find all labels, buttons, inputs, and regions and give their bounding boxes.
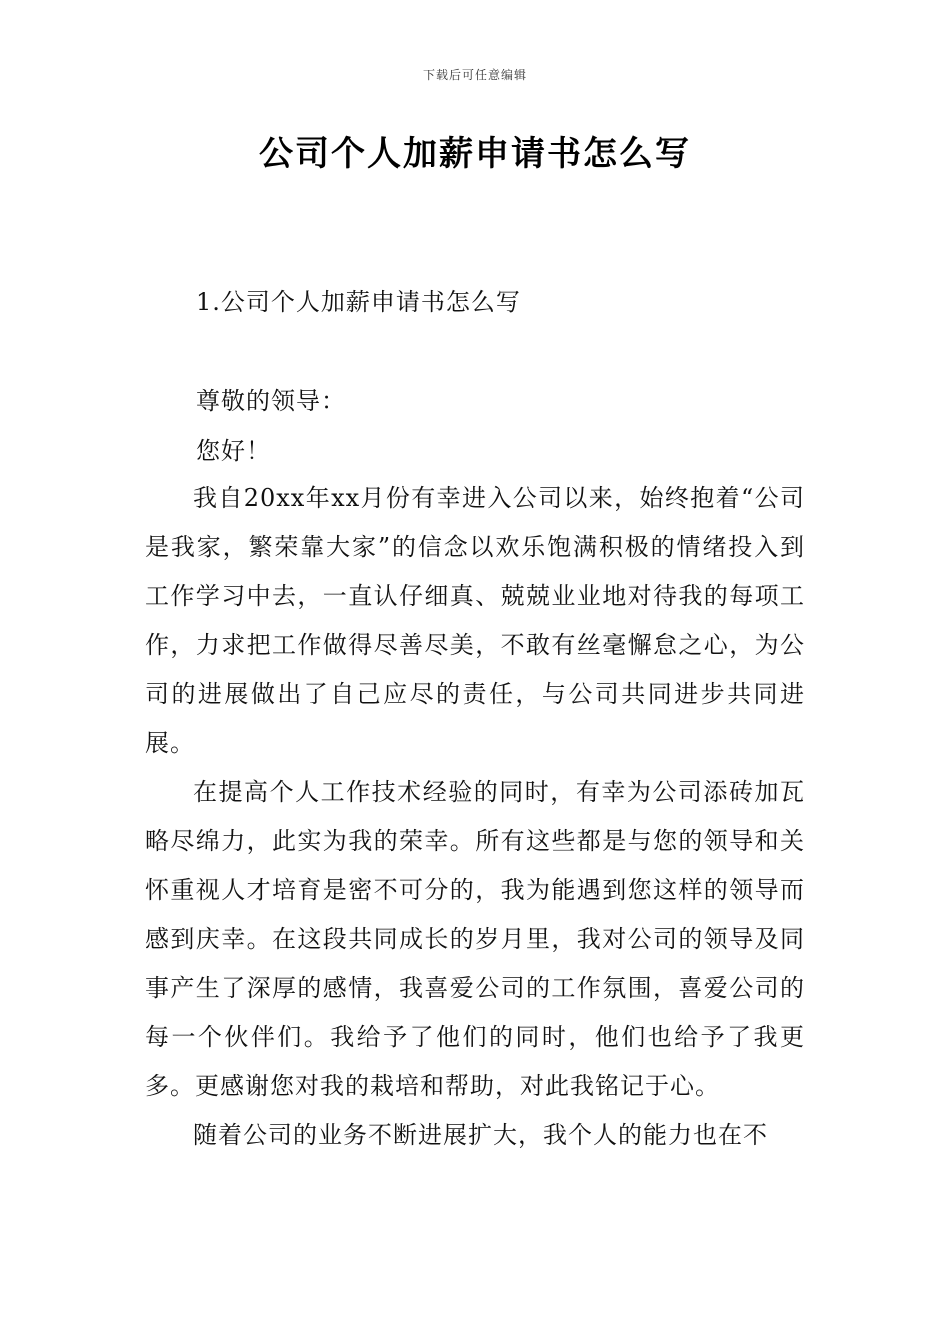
greeting: 您好！ xyxy=(196,437,271,465)
document-title: 公司个人加薪申请书怎么写 xyxy=(259,134,691,174)
body-paragraph: 随着公司的业务不断进展扩大，我个人的能力也在不 xyxy=(193,1121,768,1149)
section-heading: 1.公司个人加薪申请书怎么写 xyxy=(196,288,521,316)
body-paragraph: 在提高个人工作技术经验的同时，有幸为公司添砖加瓦略尽绵力，此实为我的荣幸。所有这些都是与您的领导和关怀重视人才培育是密不可分的，我为能遇到您这样的领导而感到庆幸。在这段共同成长的岁月里，我对公司的领导及同事产生了深厚的感情，我喜爱公司的工作氛围，喜爱公司的每一个伙伴们。我给予了他们的同时，他们也给予了我更多。更感谢您对我的栽培和帮助，对此我铭记于心。 xyxy=(145,778,805,1100)
body-paragraph: 我自20xx年xx月份有幸进入公司以来，始终抱着“公司是我家，繁荣靠大家”的信念以欢乐饱满积极的情绪投入到工作学习中去，一直认仔细真、兢兢业业地对待我的每项工作，力求把工作做得尽善尽美，不敢有丝毫懈怠之心，为公司的进展做出了自己应尽的责任，与公司共同进步共同进展。 xyxy=(145,484,805,757)
letter-body xyxy=(145,474,805,1160)
header-note: 下载后可任意编辑 xyxy=(422,68,527,82)
salutation: 尊敬的领导： xyxy=(196,387,346,415)
